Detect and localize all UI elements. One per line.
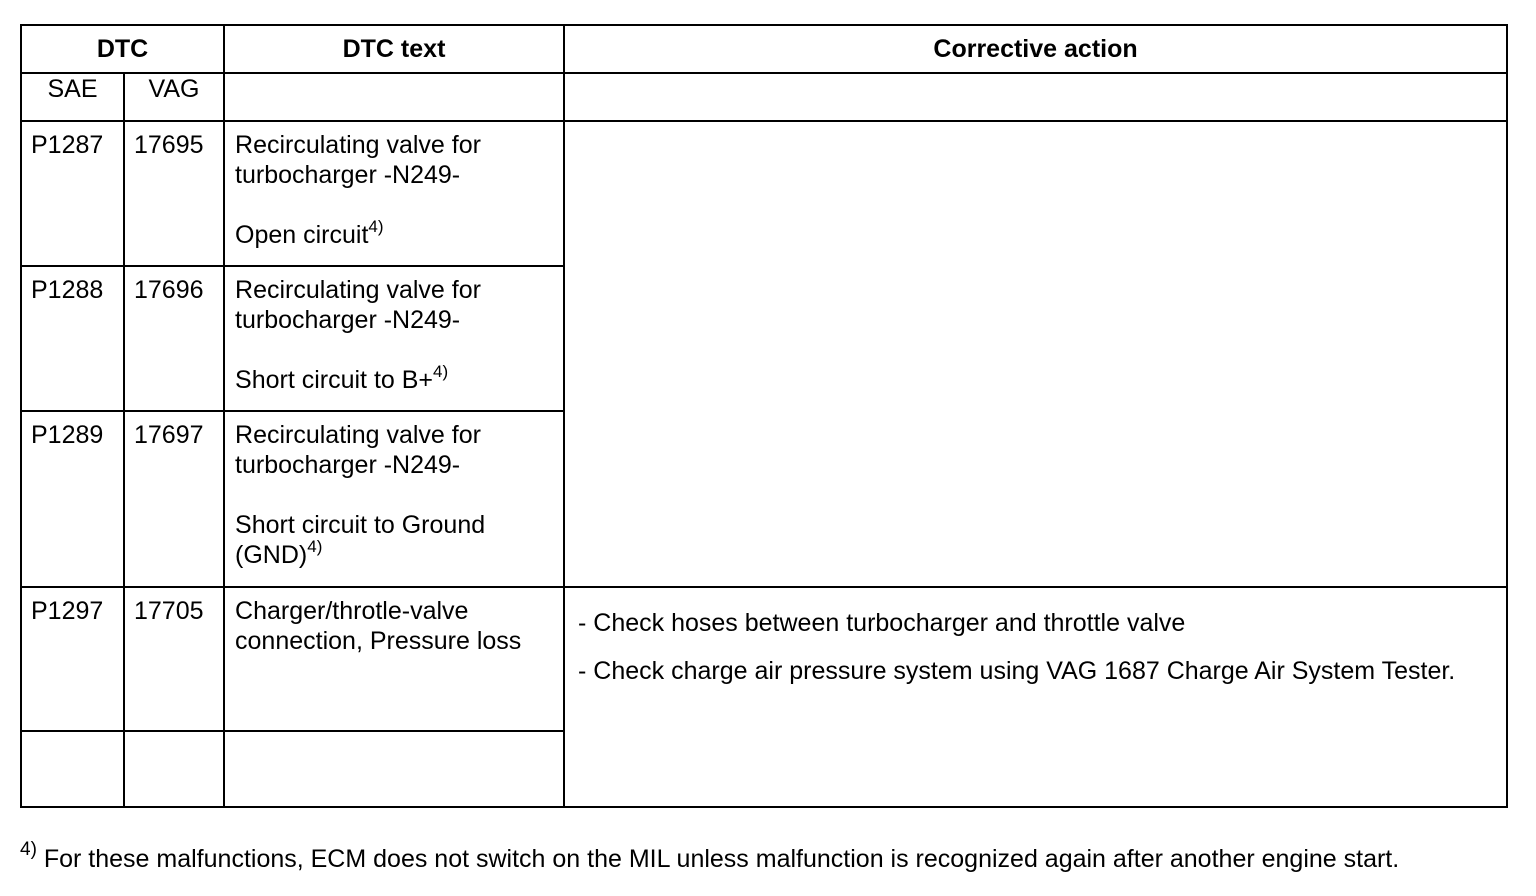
dtc-table — [20, 24, 1508, 808]
dtc-text-main: Recirculating valve for turbocharger -N249- — [235, 421, 481, 479]
sae-code: P1287 — [21, 121, 124, 266]
header-corrective-action: Corrective action — [564, 25, 1507, 73]
footnote-ref: 4) — [307, 536, 323, 556]
vag-code: 17696 — [124, 266, 224, 411]
dtc-text-detail — [235, 361, 553, 395]
dtc-text-main: Recirculating valve for turbocharger -N249- — [235, 276, 481, 334]
dtc-text-main: Recirculating valve for turbocharger -N249- — [235, 131, 481, 189]
corrective-action — [564, 587, 1507, 807]
action-item: - Check charge air pressure system using VAG 1687 Charge Air System Tester. — [578, 657, 1456, 685]
empty-cell — [224, 73, 564, 121]
footnote-ref: 4) — [433, 361, 449, 381]
dtc-text-main: Charger/throtle-valve connection, Pressure loss — [235, 597, 522, 655]
vag-code: 17695 — [124, 121, 224, 266]
header-dtc-text: DTC text — [224, 25, 564, 73]
corrective-action-empty — [564, 121, 1507, 587]
footnote-ref: 4) — [368, 216, 384, 236]
header-row — [21, 25, 1507, 73]
empty-cell — [124, 731, 224, 807]
dtc-description — [224, 587, 564, 731]
table-row — [21, 121, 1507, 266]
footnote — [20, 838, 1400, 876]
dtc-detail-label: Short circuit to Ground (GND) — [235, 511, 486, 569]
table-row — [21, 587, 1507, 731]
empty-cell — [224, 731, 564, 807]
vag-code: 17697 — [124, 411, 224, 587]
empty-cell — [564, 73, 1507, 121]
dtc-description — [224, 266, 564, 411]
subheader-row — [21, 73, 1507, 121]
footnote-marker: 4) — [20, 838, 37, 860]
sae-code: P1297 — [21, 587, 124, 731]
dtc-text-detail — [235, 510, 553, 570]
dtc-detail-label: Open circuit — [235, 221, 369, 249]
header-dtc: DTC — [21, 25, 224, 73]
dtc-detail-label: Short circuit to B+ — [235, 366, 434, 394]
action-item: - Check hoses between turbocharger and throttle valve — [578, 609, 1186, 637]
empty-cell — [21, 731, 124, 807]
dtc-description — [224, 121, 564, 266]
sae-code: P1288 — [21, 266, 124, 411]
footnote-text: For these malfunctions, ECM does not switch on the MIL unless malfunction is recognized again after another engine start. — [36, 845, 1400, 873]
header-vag: VAG — [124, 73, 224, 121]
sae-code: P1289 — [21, 411, 124, 587]
header-sae: SAE — [21, 73, 124, 121]
dtc-description — [224, 411, 564, 587]
dtc-text-detail — [235, 216, 553, 250]
vag-code: 17705 — [124, 587, 224, 731]
